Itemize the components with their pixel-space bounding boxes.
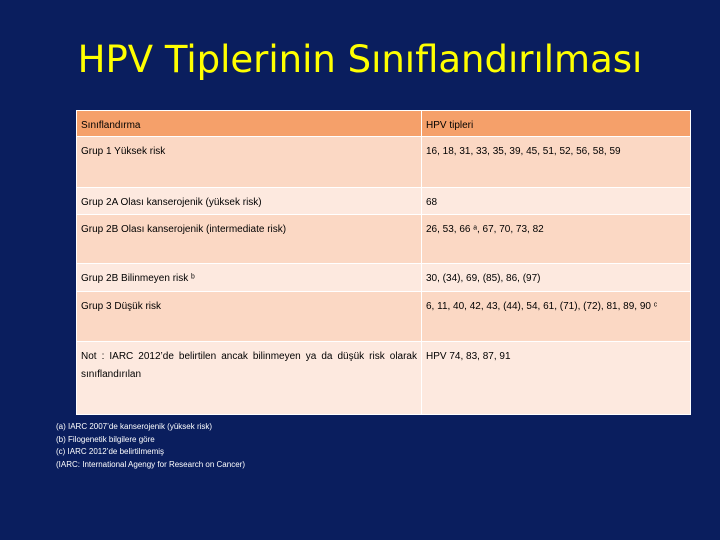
footnote-b: (b) Filogenetik bilgilere göre <box>56 434 155 444</box>
table-row <box>77 215 691 264</box>
header-cell-classification: Sınıflandırma <box>77 111 422 137</box>
hpv-types-cell: 68 <box>422 188 691 215</box>
table-row <box>77 188 691 215</box>
table-row <box>77 264 691 292</box>
classification-cell: Grup 2B Olası kanserojenik (intermediate risk) <box>77 215 422 264</box>
classification-cell: Grup 1 Yüksek risk <box>77 137 422 188</box>
footnote-iarc: (IARC: International Agengy for Research on Cancer) <box>56 459 245 469</box>
classification-cell: Grup 2B Bilinmeyen risk ᵇ <box>77 264 422 292</box>
hpv-types-cell: 30, (34), 69, (85), 86, (97) <box>422 264 691 292</box>
hpv-types-cell: HPV 74, 83, 87, 91 <box>422 342 691 415</box>
header-cell-hpv-types: HPV tipleri <box>422 111 691 137</box>
hpv-types-cell: 6, 11, 40, 42, 43, (44), 54, 61, (71), (72), 81, 89, 90 ᶜ <box>422 292 691 342</box>
table-header-row <box>77 111 691 137</box>
hpv-types-cell: 16, 18, 31, 33, 35, 39, 45, 51, 52, 56, 58, 59 <box>422 137 691 188</box>
table-row <box>77 342 691 415</box>
slide-title: HPV Tiplerinin Sınıflandırılması <box>77 38 643 81</box>
footnotes <box>56 421 245 471</box>
note-cell: Not : IARC 2012’de belirtilen ancak bilinmeyen ya da düşük risk olarak sınıflandırılan <box>77 342 422 415</box>
hpv-classification-table <box>76 110 691 415</box>
footnote-a: (a) IARC 2007’de kanserojenik (yüksek risk) <box>56 422 213 431</box>
hpv-types-cell: 26, 53, 66 ᵃ, 67, 70, 73, 82 <box>422 215 691 264</box>
classification-cell: Grup 3 Düşük risk <box>77 292 422 342</box>
classification-cell: Grup 2A Olası kanserojenik (yüksek risk) <box>77 188 422 215</box>
footnote-c: (c) IARC 2012’de belirtilmemiş <box>56 447 165 456</box>
table-row <box>77 137 691 188</box>
table-row <box>77 292 691 342</box>
